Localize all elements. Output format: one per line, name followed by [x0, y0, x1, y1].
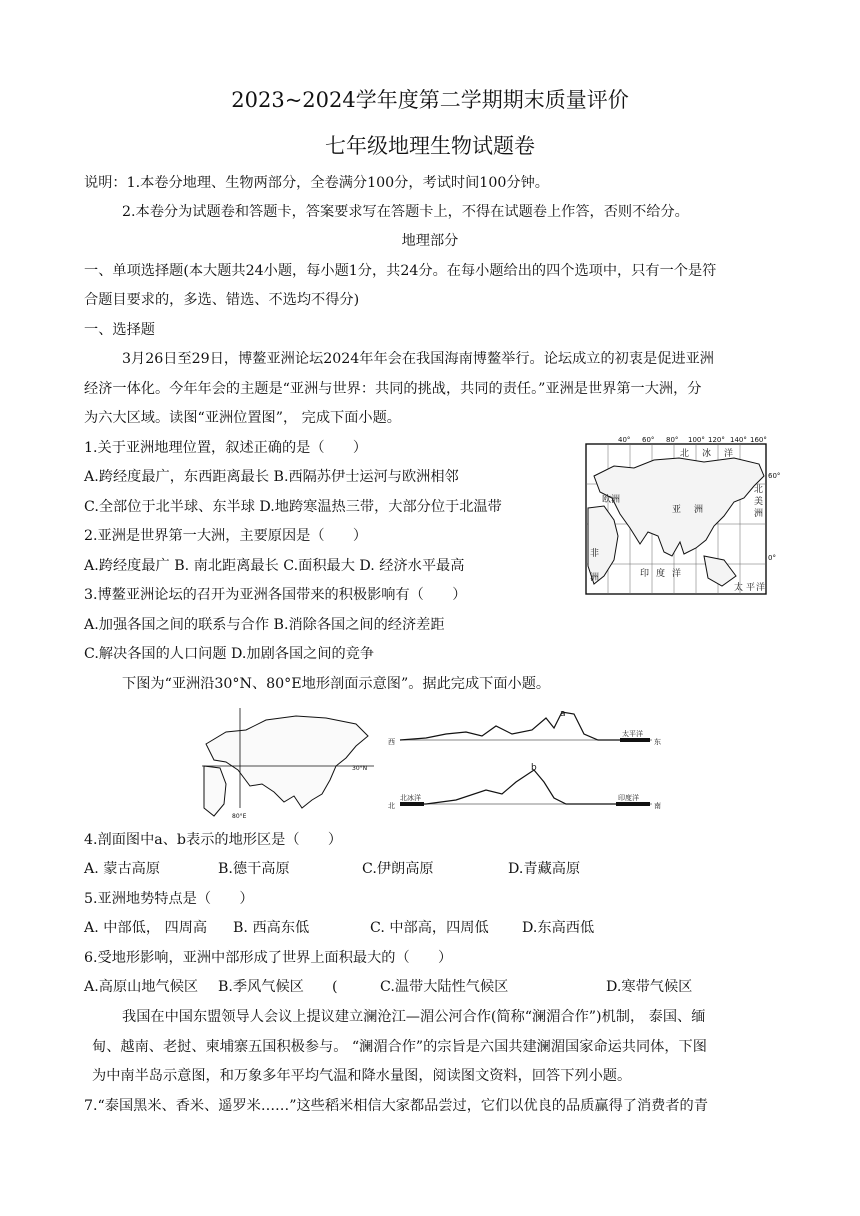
passage1-line-3: 为六大区域。读图“亚洲位置图”， 完成下面小题。 — [84, 410, 401, 426]
q4-option-c: C.伊朗高原 — [362, 861, 434, 877]
q6-option-a: A.高原山地气候区 — [84, 979, 199, 995]
part1-instructions-1: 一、单项选择题(本大题共24小题，每小题1分，共24分。在每小题给出的四个选项中，只有一个是符 — [84, 263, 717, 279]
africa-outline-small — [204, 766, 226, 816]
q3-stem: 3.博鳌亚洲论坛的召开为亚洲各国带来的积极影响有（ ） — [84, 587, 467, 603]
profile-west-east — [386, 704, 662, 750]
asia-cross-section-map — [196, 704, 374, 824]
africa-char-1: 非 — [590, 549, 600, 559]
indian-char-2: 度 — [656, 569, 666, 579]
subheading: 一、选择题 — [84, 322, 155, 338]
exam-subtitle: 七年级地理生物试题卷 — [325, 134, 535, 158]
q6-option-d: D.寒带气候区 — [606, 979, 693, 995]
south-label: 南 — [654, 802, 661, 810]
indian-ocean-label: 印度洋 — [618, 794, 639, 802]
pacific-block — [620, 738, 650, 742]
arctic-char-2: 冰 — [702, 449, 712, 459]
q5-option-d: D.东高西低 — [522, 920, 595, 936]
passage1-line-2: 经济一体化。今年年会的主题是“亚洲与世界：共同的挑战，共同的责任。”亚洲是世界第一大洲，分 — [84, 381, 702, 397]
passage2-line-2: 甸、越南、老挝、柬埔寨五国积极参与。 “澜湄合作”的宗旨是六国共建澜湄国家命运共同体，下图 — [92, 1039, 707, 1055]
passage1-line-1: 3月26日至29日，博鳌亚洲论坛2024年年会在我国海南博鳌举行。论坛成立的初衷是促进亚洲 — [122, 351, 714, 367]
lon-label-6: 160° — [750, 436, 767, 444]
q6-option-b: B.季风气候区 — [218, 979, 304, 995]
pacific-char-3: 洋 — [756, 583, 766, 593]
lon-label-4: 120° — [708, 436, 725, 444]
lon-label-1: 60° — [642, 436, 655, 444]
pacific-char-1: 太 — [734, 583, 744, 593]
terrain-line-ns — [400, 770, 622, 804]
asia-char-1: 亚 — [672, 505, 682, 515]
arctic-ocean-label: 北冰洋 — [400, 794, 421, 802]
q6-paren: ( — [332, 979, 338, 995]
q5-stem: 5.亚洲地势特点是（ ） — [84, 891, 254, 907]
terrain-line-ew — [400, 712, 622, 740]
note-line-2: 2.本卷分为试题卷和答题卡，答案要求写在答题卡上，不得在试题卷上作答，否则不给分。 — [122, 204, 689, 220]
asia-position-map — [584, 436, 780, 598]
note-line-1: 说明：1.本卷分地理、生物两部分，全卷满分100分，考试时间100分钟。 — [84, 175, 549, 191]
north-label: 北 — [388, 802, 395, 810]
profile-intro: 下图为“亚洲沿30°N、80°E地形剖面示意图”。据此完成下面小题。 — [122, 676, 551, 692]
q4-option-a: A. 蒙古高原 — [84, 861, 161, 877]
passage2-line-3: 为中南半岛示意图，和万象多年平均气温和降水量图，阅读图文资料，回答下列小题。 — [92, 1068, 632, 1084]
pacific-label: 太平洋 — [622, 730, 643, 738]
lon-label-2: 80° — [666, 436, 679, 444]
namerica-char-1: 北 — [754, 485, 764, 495]
indian-char-3: 洋 — [672, 569, 682, 579]
lon-label-5: 140° — [730, 436, 747, 444]
q6-option-c: C.温带大陆性气候区 — [380, 979, 509, 995]
west-label: 西 — [388, 738, 395, 746]
part1-instructions-2: 合题目要求的，多选、错选、不选均不得分) — [84, 292, 360, 308]
east-label: 东 — [654, 738, 661, 746]
lon-label-3: 100° — [688, 436, 705, 444]
arctic-block — [400, 802, 424, 806]
pacific-char-2: 平 — [746, 583, 756, 593]
mark-b: b — [531, 763, 537, 773]
lon-label-0: 40° — [618, 436, 631, 444]
q3-options-ab: A.加强各国之间的联系与合作 B.消除各国之间的经济差距 — [84, 617, 445, 633]
europe-label: 欧洲 — [602, 495, 621, 505]
profile-north-south — [386, 756, 662, 816]
asia-outline-small — [206, 716, 368, 808]
q2-stem: 2.亚洲是世界第一大洲，主要原因是（ ） — [84, 528, 368, 544]
lat-label-0: 0° — [768, 554, 776, 562]
q3-options-cd: C.解决各国的人口问题 D.加剧各国之间的竞争 — [84, 646, 375, 662]
q7-stem: 7.“泰国黑米、香米、遥罗米……”这些稻米相信大家都品尝过，它们以优良的品质赢得了消费者的青 — [84, 1098, 708, 1114]
mark-a: a — [560, 709, 566, 719]
lat-label-60: 60° — [768, 472, 780, 480]
arctic-char-1: 北 — [680, 449, 690, 459]
q6-stem: 6.受地形影响，亚洲中部形成了世界上面积最大的（ ） — [84, 950, 453, 966]
lat-30n-label: 30°N — [352, 765, 368, 772]
passage2-line-1: 我国在中国东盟领导人会议上提议建立澜沧江—湄公河合作(简称“澜湄合作”)机制， 泰国、缅 — [122, 1009, 706, 1025]
exam-title: 2023~2024学年度第二学期期末质量评价 — [231, 88, 629, 112]
arctic-char-3: 洋 — [724, 449, 734, 459]
indian-char-1: 印 — [640, 569, 650, 579]
q4-stem: 4.剖面图中a、b表示的地形区是（ ） — [84, 832, 343, 848]
q1-options-cd: C.全部位于北半球、东半球 D.地跨寒温热三带，大部分位于北温带 — [84, 499, 502, 515]
q4-option-b: B.德干高原 — [218, 861, 290, 877]
q1-stem: 1.关于亚洲地理位置，叙述正确的是（ ） — [84, 440, 368, 456]
lon-80e-label: 80°E — [232, 813, 247, 820]
africa-char-2: 洲 — [590, 573, 600, 583]
asia-char-2: 洲 — [694, 505, 704, 515]
namerica-char-3: 洲 — [754, 509, 764, 519]
q5-option-b: B. 西高东低 — [233, 920, 310, 936]
namerica-char-2: 美 — [754, 497, 764, 507]
section-heading: 地理部分 — [401, 233, 459, 249]
q5-option-c: C. 中部高，四周低 — [370, 920, 489, 936]
indian-block — [616, 802, 650, 806]
q1-options-ab: A.跨经度最广，东西距离最长 B.西隔苏伊士运河与欧洲相邻 — [84, 469, 459, 485]
q2-options: A.跨经度最广 B. 南北距离最长 C.面积最大 D. 经济水平最高 — [84, 558, 465, 574]
q5-option-a: A. 中部低， 四周高 — [84, 920, 208, 936]
q4-option-d: D.青藏高原 — [508, 861, 581, 877]
